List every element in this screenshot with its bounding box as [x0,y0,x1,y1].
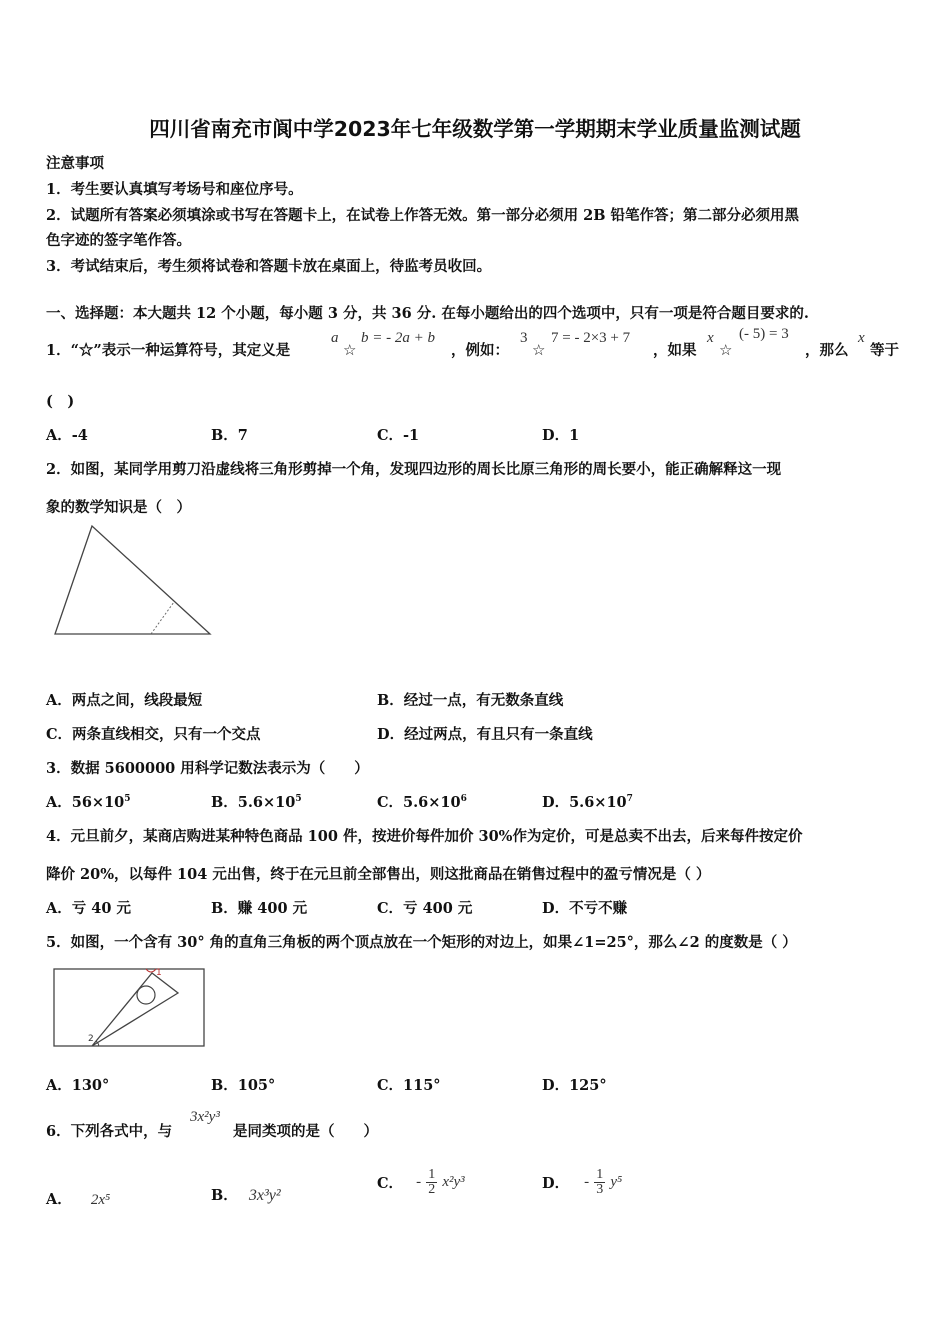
q5-angle-label-2: 2 [88,1034,94,1044]
q4-option-d[interactable]: D．不亏不赚 [542,900,628,917]
q1-ex-lhs: 3 [520,330,528,346]
q1-text-c: ，如果 [653,342,697,359]
q2-option-b[interactable]: B．经过一点，有无数条直线 [377,692,564,709]
q4-option-b[interactable]: B．赚 400 元 [211,900,308,917]
q3-option-c[interactable]: C．$5.6\times 10^6$ [377,794,467,811]
page-title: 四川省南充市阆中学2023年七年级数学第一学期期末学业质量监测试题 [149,117,801,141]
q1-option-b[interactable]: B．7 [211,427,248,444]
notice-item: 色字迹的签字笔作答。 [46,232,191,249]
notice-item: 1．考生要认真填写考场号和座位序号。 [46,181,303,198]
q5-rectangle-triangle-figure [50,963,210,1049]
q1-star: ☆ [343,341,357,359]
q2-text-line1: 2．如图，某同学用剪刀沿虚线将三角形剪掉一个角，发现四边形的周长比原三角形的周长要小，能正确解释这一现 [46,461,782,478]
q6-option-a[interactable]: A． 2x⁵ [46,1191,111,1208]
q5-option-c[interactable]: C．115° [377,1077,441,1094]
q6-option-d[interactable]: D． - $\frac{1}{3}$ y⁵ [542,1167,623,1197]
q6-option-b[interactable]: B． 3x³y² [211,1187,281,1204]
q1-text-a: 1．“☆”表示一种运算符号，其定义是 [46,342,291,359]
q4-option-c[interactable]: C．亏 400 元 [377,900,473,917]
q1-option-c[interactable]: C．-1 [377,427,420,444]
q1-option-a[interactable]: A．-4 [46,427,88,444]
q1-if-rhs: (- 5) = 3 [739,326,789,342]
q1-star: ☆ [719,341,733,359]
q2-triangle-figure [50,522,220,642]
notice-item: 3．考试结束后，考生须将试卷和答题卡放在桌面上，待监考员收回。 [46,258,492,275]
q6-text-b: 是同类项的是（ ） [233,1123,378,1140]
q2-option-d[interactable]: D．经过两点，有且只有一条直线 [377,726,593,743]
notice-item: 2．试题所有答案必须填涂或书写在答题卡上，在试卷上作答无效。第一部分必须用 2B 铅笔作答；第二部分必须用黑 [46,207,800,224]
q1-text-e: 等于 [870,342,899,359]
q3-text: 3．数据 5600000 用科学记数法表示为（ ） [46,760,369,777]
q4-text-line2: 降价 20%，以每件 104 元出售，终于在元旦前全部售出，则这批商品在销售过程中的盈亏情况是（ ） [46,866,711,883]
q3-option-d[interactable]: D．$5.6\times 10^7$ [542,794,633,811]
q5-option-b[interactable]: B．105° [211,1077,276,1094]
q6-text-a: 6．下列各式中，与 [46,1123,173,1140]
q5-option-a[interactable]: A．130° [46,1077,110,1094]
q1-ask-x: x [858,330,865,346]
q5-angle-label-1: 1 [156,968,162,978]
q5-option-d[interactable]: D．125° [542,1077,607,1094]
q6-expr: 3x²y³ [190,1109,220,1125]
q1-def-a: a [331,330,339,346]
q6-option-c[interactable]: C． - $\frac{1}{2}$ x²y³ [377,1167,465,1197]
q1-option-d[interactable]: D．1 [542,427,580,444]
q3-option-a[interactable]: A．$56\times 10^5$ [46,794,131,811]
q2-option-c[interactable]: C．两条直线相交，只有一个交点 [46,726,261,743]
q5-text: 5．如图，一个含有 30° 角的直角三角板的两个顶点放在一个矩形的对边上，如果∠1=25°，那么∠2 的度数是（ ） [46,934,797,951]
q1-text-d: ，那么 [805,342,849,359]
q4-option-a[interactable]: A．亏 40 元 [46,900,132,917]
q1-if-x: x [707,330,714,346]
q1-text-b: ，例如： [451,342,509,359]
section-heading: 一、选择题：本大题共 12 个小题，每小题 3 分，共 36 分. 在每小题给出的四个选项中，只有一项是符合题目要求的. [46,305,809,322]
q1-def-rhs: b = - 2a + b [361,330,435,346]
notice-heading: 注意事项 [46,155,104,172]
q1-star: ☆ [532,341,546,359]
q2-text-line2: 象的数学知识是（ ） [46,499,191,516]
q1-ex-rhs: 7 = - 2×3 + 7 [551,330,631,346]
q1-paren: ( ) [46,393,75,410]
q3-option-b[interactable]: B．$5.6\times 10^5$ [211,794,302,811]
q4-text-line1: 4．元旦前夕，某商店购进某种特色商品 100 件，按进价每件加价 30%作为定价，可是总卖不出去，后来每件按定价 [46,828,803,845]
q2-option-a[interactable]: A．两点之间，线段最短 [46,692,203,709]
